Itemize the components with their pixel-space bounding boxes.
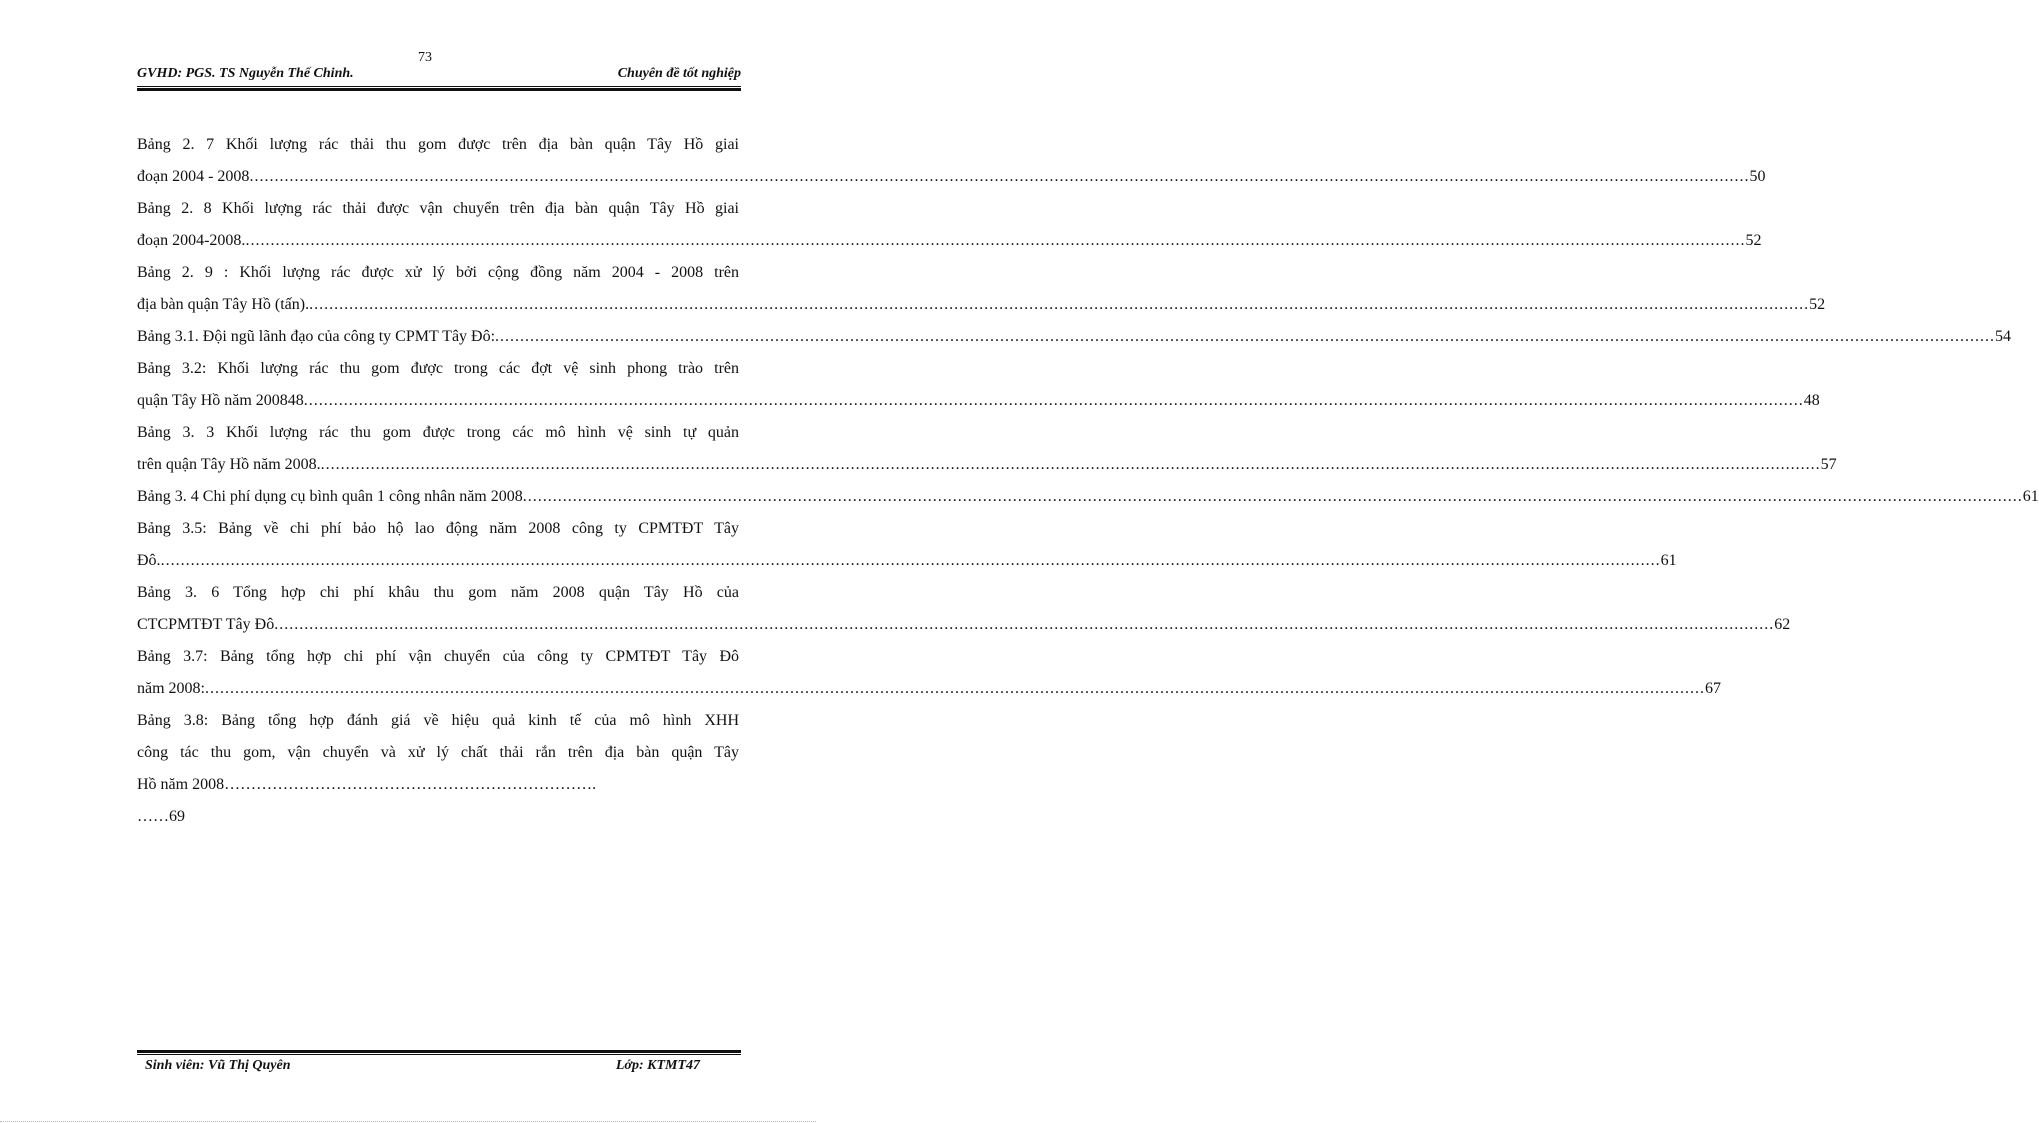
header-rule-thick: [137, 88, 741, 91]
toc-entry[interactable]: [137, 417, 1837, 481]
toc-entry-text: Đô.: [137, 552, 161, 569]
toc-entry[interactable]: [137, 513, 1677, 577]
toc-page-number: 62: [1774, 616, 1791, 633]
toc-leader-dots: ............................................................................................................................................................................................................................................................................................................: [249, 168, 1750, 185]
toc-entry[interactable]: [137, 321, 2012, 353]
toc-entry-line: Bảng 2. 7 Khối lượng rác thải thu gom được trên địa bàn quận Tây Hồ giai: [137, 136, 739, 153]
toc-page-number: 61: [2022, 488, 2039, 505]
toc-entry-line: [137, 289, 1826, 321]
toc-entry[interactable]: [137, 193, 1762, 257]
header-rule-thin: [137, 86, 741, 87]
toc-entry[interactable]: [137, 129, 1766, 193]
toc-entry-line: Bảng 3.7: Bảng tổng hợp chi phí vận chuyển của công ty CPMTĐT Tây Đô: [137, 648, 739, 665]
toc-entry-line: [137, 545, 1677, 577]
toc-entry-text: Bảng 3.1. Đội ngũ lãnh đạo của công ty CPMT Tây Đô:: [137, 328, 496, 345]
toc-entry-line: [137, 449, 1837, 481]
toc-entry-text: đoạn 2004-2008.: [137, 232, 246, 249]
page-number: 73: [418, 50, 432, 65]
toc-entry-line: Bảng 2. 9 : Khối lượng rác được xử lý bởi cộng đồng năm 2004 - 2008 trên: [137, 264, 739, 281]
toc-entry-line: ……69: [137, 808, 185, 825]
toc-entry-last[interactable]: [137, 705, 739, 833]
toc-entry-line: [137, 321, 2012, 353]
toc-leader-dots: ............................................................................................................................................................................................................................................................................................................: [160, 552, 1661, 569]
toc-page-number: 67: [1705, 680, 1721, 697]
toc-entry-line: [137, 609, 1791, 641]
toc-entry-text: trên quận Tây Hồ năm 2008.: [137, 456, 321, 473]
footer-rule-thin: [137, 1054, 741, 1055]
toc-entry-text: năm 2008:: [137, 680, 205, 697]
toc-entry-text: quận Tây Hồ năm 200848: [137, 392, 304, 409]
header-document-type: Chuyên đề tốt nghiệp: [617, 66, 741, 81]
toc-entry[interactable]: [137, 481, 2039, 513]
toc-leader-dots: ............................................................................................................................................................................................................................................................................................................: [245, 232, 1746, 249]
toc-page-number: 61: [1660, 552, 1677, 569]
header-advisor: GVHD: PGS. TS Nguyễn Thế Chinh.: [137, 66, 354, 81]
toc-entry-line: Bảng 3.2: Khối lượng rác thu gom được trong các đợt vệ sinh phong trào trên: [137, 360, 739, 377]
toc-entry-line: [137, 673, 1721, 705]
toc-leader-dots: ............................................................................................................................................................................................................................................................................................................: [274, 616, 1775, 633]
toc-entry-text: đoạn 2004 - 2008: [137, 168, 250, 185]
toc-entry[interactable]: [137, 641, 1721, 705]
footer-student: Sinh viên: Vũ Thị Quyên: [145, 1058, 291, 1073]
toc-entry-line: Bảng 3.5: Bảng về chi phí bảo hộ lao động năm 2008 công ty CPMTĐT Tây: [137, 520, 739, 537]
toc-page-number: 52: [1745, 232, 1762, 249]
toc-entry-text: CTCPMTĐT Tây Đô: [137, 616, 275, 633]
footer-class: Lớp: KTMT47: [615, 1058, 700, 1073]
toc-entry-line: Hồ năm 2008…………………………………………………………….: [137, 776, 597, 793]
toc-entry-line: [137, 385, 1820, 417]
toc-page-number: 48: [1803, 392, 1820, 409]
toc-entry-line: Bảng 2. 8 Khối lượng rác thải được vận chuyển trên địa bàn quận Tây Hồ giai: [137, 200, 739, 217]
toc-leader-dots: ............................................................................................................................................................................................................................................................................................................: [522, 488, 2023, 505]
toc-page-number: 52: [1809, 296, 1826, 313]
toc-entry-line: [137, 161, 1766, 193]
table-of-tables: [137, 129, 2039, 833]
toc-leader-dots: ............................................................................................................................................................................................................................................................................................................: [320, 456, 1821, 473]
toc-entry-text: Bảng 3. 4 Chi phí dụng cụ bình quân 1 công nhân năm 2008: [137, 488, 523, 505]
toc-entry-line: [137, 225, 1762, 257]
toc-entry[interactable]: [137, 353, 1820, 417]
toc-entry[interactable]: [137, 257, 1826, 321]
page-bottom-border: [0, 1121, 816, 1122]
toc-page-number: 57: [1820, 456, 1837, 473]
toc-page-number: 50: [1749, 168, 1766, 185]
toc-leader-dots: ............................................................................................................................................................................................................................................................................................................: [303, 392, 1804, 409]
toc-page-number: 54: [1995, 328, 2012, 345]
footer-rule-thick: [137, 1050, 741, 1053]
toc-entry-line: Bảng 3. 6 Tổng hợp chi phí khâu thu gom năm 2008 quận Tây Hồ của: [137, 584, 739, 601]
toc-leader-dots: ............................................................................................................................................................................................................................................................................................................: [495, 328, 1996, 345]
toc-leader-dots: ............................................................................................................................................................................................................................................................................................................: [205, 680, 1705, 697]
toc-entry-line: Bảng 3. 3 Khối lượng rác thu gom được trong các mô hình vệ sinh tự quản: [137, 424, 739, 441]
toc-entry-line: công tác thu gom, vận chuyển và xử lý chất thải rắn trên địa bàn quận Tây: [137, 744, 739, 761]
toc-entry-line: [137, 481, 2039, 513]
toc-entry-text: địa bàn quận Tây Hồ (tấn).: [137, 296, 310, 313]
toc-leader-dots: ............................................................................................................................................................................................................................................................................................................: [309, 296, 1810, 313]
toc-entry-line: Bảng 3.8: Bảng tổng hợp đánh giá về hiệu quả kinh tế của mô hình XHH: [137, 712, 739, 729]
toc-entry[interactable]: [137, 577, 1791, 641]
